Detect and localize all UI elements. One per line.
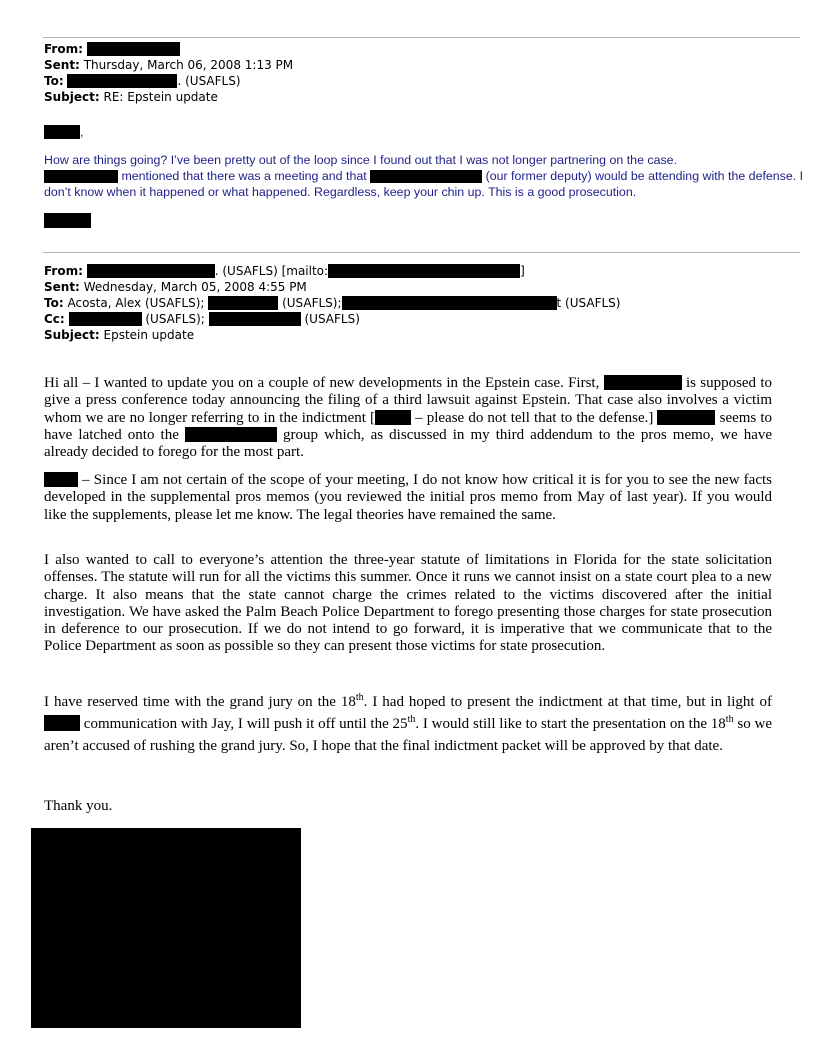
para1-text-b: is supposed to give a press conference today announcing the filing of a third lawsuit against Epstein. That case also involves a victim whom we are no longer referring to in the indictment [ bbox=[44, 375, 773, 426]
to-value-c: t (USAFLS) bbox=[556, 296, 621, 310]
redaction bbox=[44, 715, 80, 731]
cc-value-b: (USAFLS) bbox=[304, 312, 360, 326]
cc-value-a: (USAFLS); bbox=[145, 312, 205, 326]
redaction bbox=[69, 312, 142, 326]
redaction bbox=[44, 472, 78, 487]
sent-value: Thursday, March 06, 2008 1:13 PM bbox=[83, 58, 294, 72]
closing: Thank you. bbox=[44, 798, 113, 814]
email1-paragraph bbox=[44, 152, 804, 200]
para4-text-a: I have reserved time with the grand jury on the 18 bbox=[44, 694, 356, 710]
superscript: th bbox=[407, 714, 416, 725]
superscript: th bbox=[725, 714, 734, 725]
redaction bbox=[657, 410, 715, 425]
email1-greeting bbox=[44, 124, 804, 140]
email1-body-line2b: (our former deputy) would be attending with the defense. I don’t know when it happened or what happened. Regardless, keep your chin up. This is a good prosecution. bbox=[44, 169, 804, 199]
para4-text-c: communication with Jay, I will push it off until the 25 bbox=[83, 716, 408, 732]
email2-sent-line bbox=[44, 279, 307, 295]
subject-value: RE: Epstein update bbox=[103, 90, 218, 104]
para2-text: – Since I am not certain of the scope of your meeting, I do not know how critical it is for you to see the new facts developed in the supplemental pros memos (you reviewed the initial pros memo from May of last year). If you would like the supplements, please let me know. The legal theories have remained the same. bbox=[44, 472, 772, 523]
top-divider bbox=[43, 37, 800, 38]
to-value-b: (USAFLS); bbox=[282, 296, 342, 310]
email1-subject-line bbox=[44, 89, 218, 105]
to-value-a: Acosta, Alex (USAFLS); bbox=[67, 296, 205, 310]
subject-label: Subject: bbox=[44, 90, 100, 104]
paragraph-4 bbox=[44, 691, 772, 757]
from-value-b: ] bbox=[520, 264, 525, 278]
subject-label: Subject: bbox=[44, 328, 100, 342]
redaction bbox=[604, 375, 682, 390]
email2-from-line bbox=[44, 263, 525, 279]
para1-text-c: – please do not tell that to the defense.] bbox=[415, 409, 654, 426]
from-label: From: bbox=[44, 264, 83, 278]
signature-redaction bbox=[44, 213, 91, 228]
sent-label: Sent: bbox=[44, 280, 80, 294]
signature-block-redaction bbox=[31, 828, 301, 1028]
redaction bbox=[44, 125, 80, 139]
greeting-tail: , bbox=[80, 125, 84, 139]
paragraph-2 bbox=[44, 472, 772, 524]
from-label: From: bbox=[44, 42, 83, 56]
para4-text-d: . I would still like to start the presentation on the 18 bbox=[415, 716, 726, 732]
redaction bbox=[185, 427, 277, 442]
cc-label: Cc: bbox=[44, 312, 65, 326]
email1-from-line bbox=[44, 41, 180, 57]
para4-text-b: . I had hoped to present the indictment at that time, but in light of bbox=[363, 694, 772, 710]
to-value: . (USAFLS) bbox=[177, 74, 241, 88]
subject-value: Epstein update bbox=[103, 328, 195, 342]
to-label: To: bbox=[44, 74, 64, 88]
divider bbox=[43, 252, 800, 253]
email1-body-line2a: mentioned that there was a meeting and that bbox=[121, 169, 367, 183]
redaction bbox=[209, 312, 301, 326]
email2-cc-line bbox=[44, 311, 360, 327]
redaction bbox=[375, 410, 411, 425]
redaction bbox=[44, 170, 118, 183]
email1-body-line1: How are things going? I’ve been pretty out of the loop since I found out that I was not longer partnering on the case. bbox=[44, 153, 678, 167]
redaction bbox=[342, 296, 557, 310]
paragraph-1 bbox=[44, 375, 772, 461]
para4-text-e: so we aren’t accused of rushing the grand jury. So, I hope that the final indictment packet will be approved by that date. bbox=[44, 716, 772, 754]
sent-label: Sent: bbox=[44, 58, 80, 72]
email1-to-line bbox=[44, 73, 241, 89]
redaction bbox=[328, 264, 520, 278]
redaction bbox=[208, 296, 278, 310]
superscript: th bbox=[355, 692, 364, 703]
to-label: To: bbox=[44, 296, 64, 310]
from-value-a: . (USAFLS) [mailto: bbox=[214, 264, 329, 278]
email1-sent-line bbox=[44, 57, 293, 73]
email2-to-line bbox=[44, 295, 620, 311]
para1-text-d: seems to have latched onto the bbox=[44, 409, 773, 443]
para1-text-a: Hi all – I wanted to update you on a couple of new developments in the Epstein case. First, bbox=[44, 375, 600, 391]
redaction bbox=[87, 264, 215, 278]
para1-text-e: group which, as discussed in my third addendum to the pros memo, we have already decided to forego for the most part. bbox=[44, 426, 773, 461]
email2-subject-line bbox=[44, 327, 194, 343]
redaction bbox=[87, 42, 180, 56]
paragraph-3: I also wanted to call to everyone’s attention the three-year statute of limitations in Florida for the state solicitation offenses. The statute will run for all the victims this summer. Once it runs we cannot insist on a state court plea to a new charge. It also means that the state cannot charge the crimes related to the victims discovered after the initial investigation. We have asked the Palm Beach Police Department to forego presenting those charges for state prosecution in deference to our prosecution. If we do not intend to go forward, it is imperative that we communicate that to the Police Department as soon as possible so they can present those victims for state prosecution. bbox=[44, 552, 772, 655]
sent-value: Wednesday, March 05, 2008 4:55 PM bbox=[83, 280, 307, 294]
redaction bbox=[370, 170, 482, 183]
redaction bbox=[67, 74, 177, 88]
